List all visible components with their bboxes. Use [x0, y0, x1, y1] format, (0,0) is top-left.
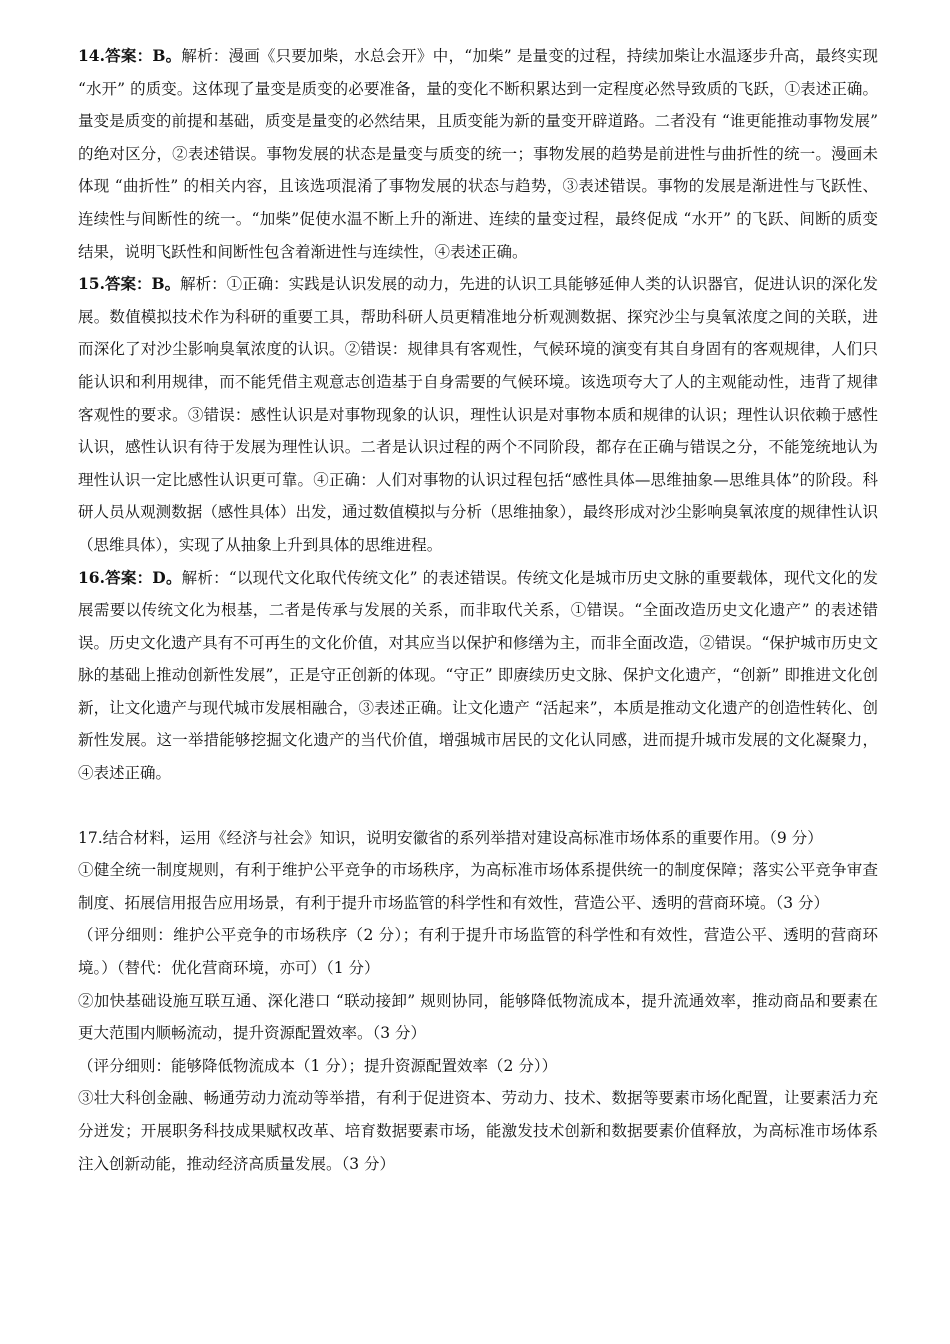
- scoring-note-2: （评分细则：能够降低物流成本（1 分）；提升资源配置效率（2 分））: [78, 1056, 558, 1075]
- scoring-note-1: （评分细则：维护公平竞争的市场秩序（2 分）；有利于提升市场监管的科学性和有效性，营造公平、透明的营商环境。）（替代：优化营商环境，亦可）（1 分）: [78, 926, 878, 978]
- explanation-text: 解析：①正确：实践是认识发展的动力，先进的认识工具能够延伸人类的认识器官，促进认识的深化发展。数值模拟技术作为科研的重要工具，帮助科研人员更精准地分析观测数据、探究沙尘与臭氧浓度之间的关联，进而深化了对沙尘影响臭氧浓度的认识。②错误：规律具有客观性，气候环境的演变有其自身固有的客观规律，人们只能认识和利用规律，而不能凭借主观意志创造基于自身需要的气候环境。该选项夸大了人的主观能动性，违背了规律客观性的要求。③错误：感性认识是对事物现象的认识，理性认识是对事物本质和规律的认识；理性认识依赖于感性认识，感性认识有待于发展为理性认识。二者是认识过程的两个不同阶段，都存在正确与错误之分，不能笼统地认为理性认识一定比感性认识更可靠。④正确：人们对事物的认识过程包括“感性具体—思维抽象—思维具体”的阶段。科研人员从观测数据（感性具体）出发，通过数值模拟与分析（思维抽象），最终形成对沙尘影响臭氧浓度的规律性认识（思维具体），实现了从抽象上升到具体的思维进程。: [78, 275, 878, 554]
- question-number: 14.: [78, 46, 105, 65]
- answer-point-2: ②加快基础设施互联互通、深化港口 “联动接卸” 规则协同，能够降低物流成本，提升流通效率，推动商品和要素在更大范围内顺畅流动，提升资源配置效率。（3 分）: [78, 991, 878, 1043]
- answer-14: [78, 40, 878, 268]
- answer-point-3: ③壮大科创金融、畅通劳动力流动等举措，有利于促进资本、劳动力、技术、数据等要素市场化配置，让要素活力充分迸发；开展职务科技成果赋权改革、培育数据要素市场，能激发技术创新和数据要素价值释放，为高标准市场体系注入创新动能，推动经济高质量发展。（3 分）: [78, 1089, 878, 1173]
- question-number: 15.: [78, 274, 105, 294]
- answer-15: [78, 268, 878, 561]
- answer-point-1: ①健全统一制度规则，有利于维护公平竞争的市场秩序，为高标准市场体系提供统一的制度保障；落实公平竞争审查制度、拓展信用报告应用场景，有利于提升市场监管的科学性和有效性，营造公平、透明的营商环境。（3 分）: [78, 861, 878, 912]
- answer-label: 答案：B。: [104, 46, 182, 65]
- answer-16: [78, 562, 878, 790]
- answer-label: 答案：D。: [104, 567, 182, 587]
- answer-label: 答案：B。: [104, 274, 181, 294]
- explanation-text: 解析：“以现代文化取代传统文化” 的表述错误。传统文化是城市历史文脉的重要载体，现代文化的发展需要以传统文化为根基，二者是传承与发展的关系，而非取代关系，①错误。“全面改造历史文化遗产” 的表述错误。历史文化遗产具有不可再生的文化价值，对其应当以保护和修缮为主，而非全面改造，②错误。“保护城市历史文脉的基础上推动创新性发展”，正是守正创新的体现。“守正” 即赓续历史文脉、保护文化遗产，“创新” 即推进文化创新，让文化遗产与现代城市发展相融合，③表述正确。让文化遗产 “活起来”，本质是推动文化遗产的创造性转化、创新性发展。这一举措能够挖掘文化遗产的当代价值，增强城市居民的文化认同感，进而提升城市发展的文化凝聚力，④表述正确。: [78, 568, 878, 783]
- document-page: [78, 40, 878, 1180]
- question-number: 16.: [78, 567, 105, 587]
- explanation-text: 解析：漫画《只要加柴，水总会开》中，“加柴” 是量变的过程，持续加柴让水温逐步升高，最终实现 “水开” 的质变。这体现了量变是质变的必要准备，量的变化不断积累达到一定程度必然导致质的飞跃，①表述正确。量变是质变的前提和基础，质变是量变的必然结果，且质变能为新的量变开辟道路。二者没有 “谁更能推动事物发展” 的绝对区分，②表述错误。事物发展的状态是量变与质变的统一；事物发展的趋势是前进性与曲折性的统一。漫画未体现 “曲折性” 的相关内容，且该选项混淆了事物发展的状态与趋势，③表述错误。事物的发展是渐进性与飞跃性、连续性与间断性的统一。“加柴”促使水温不断上升的渐进、连续的量变过程，最终促成 “水开” 的飞跃、间断的质变结果，说明飞跃性和间断性包含着渐进性与连续性，④表述正确。: [78, 47, 879, 261]
- question-text: 结合材料，运用《经济与社会》知识，说明安徽省的系列举措对建设高标准市场体系的重要作用。（9 分）: [102, 828, 823, 847]
- question-number: 17.: [78, 828, 103, 847]
- question-17: [78, 822, 878, 855]
